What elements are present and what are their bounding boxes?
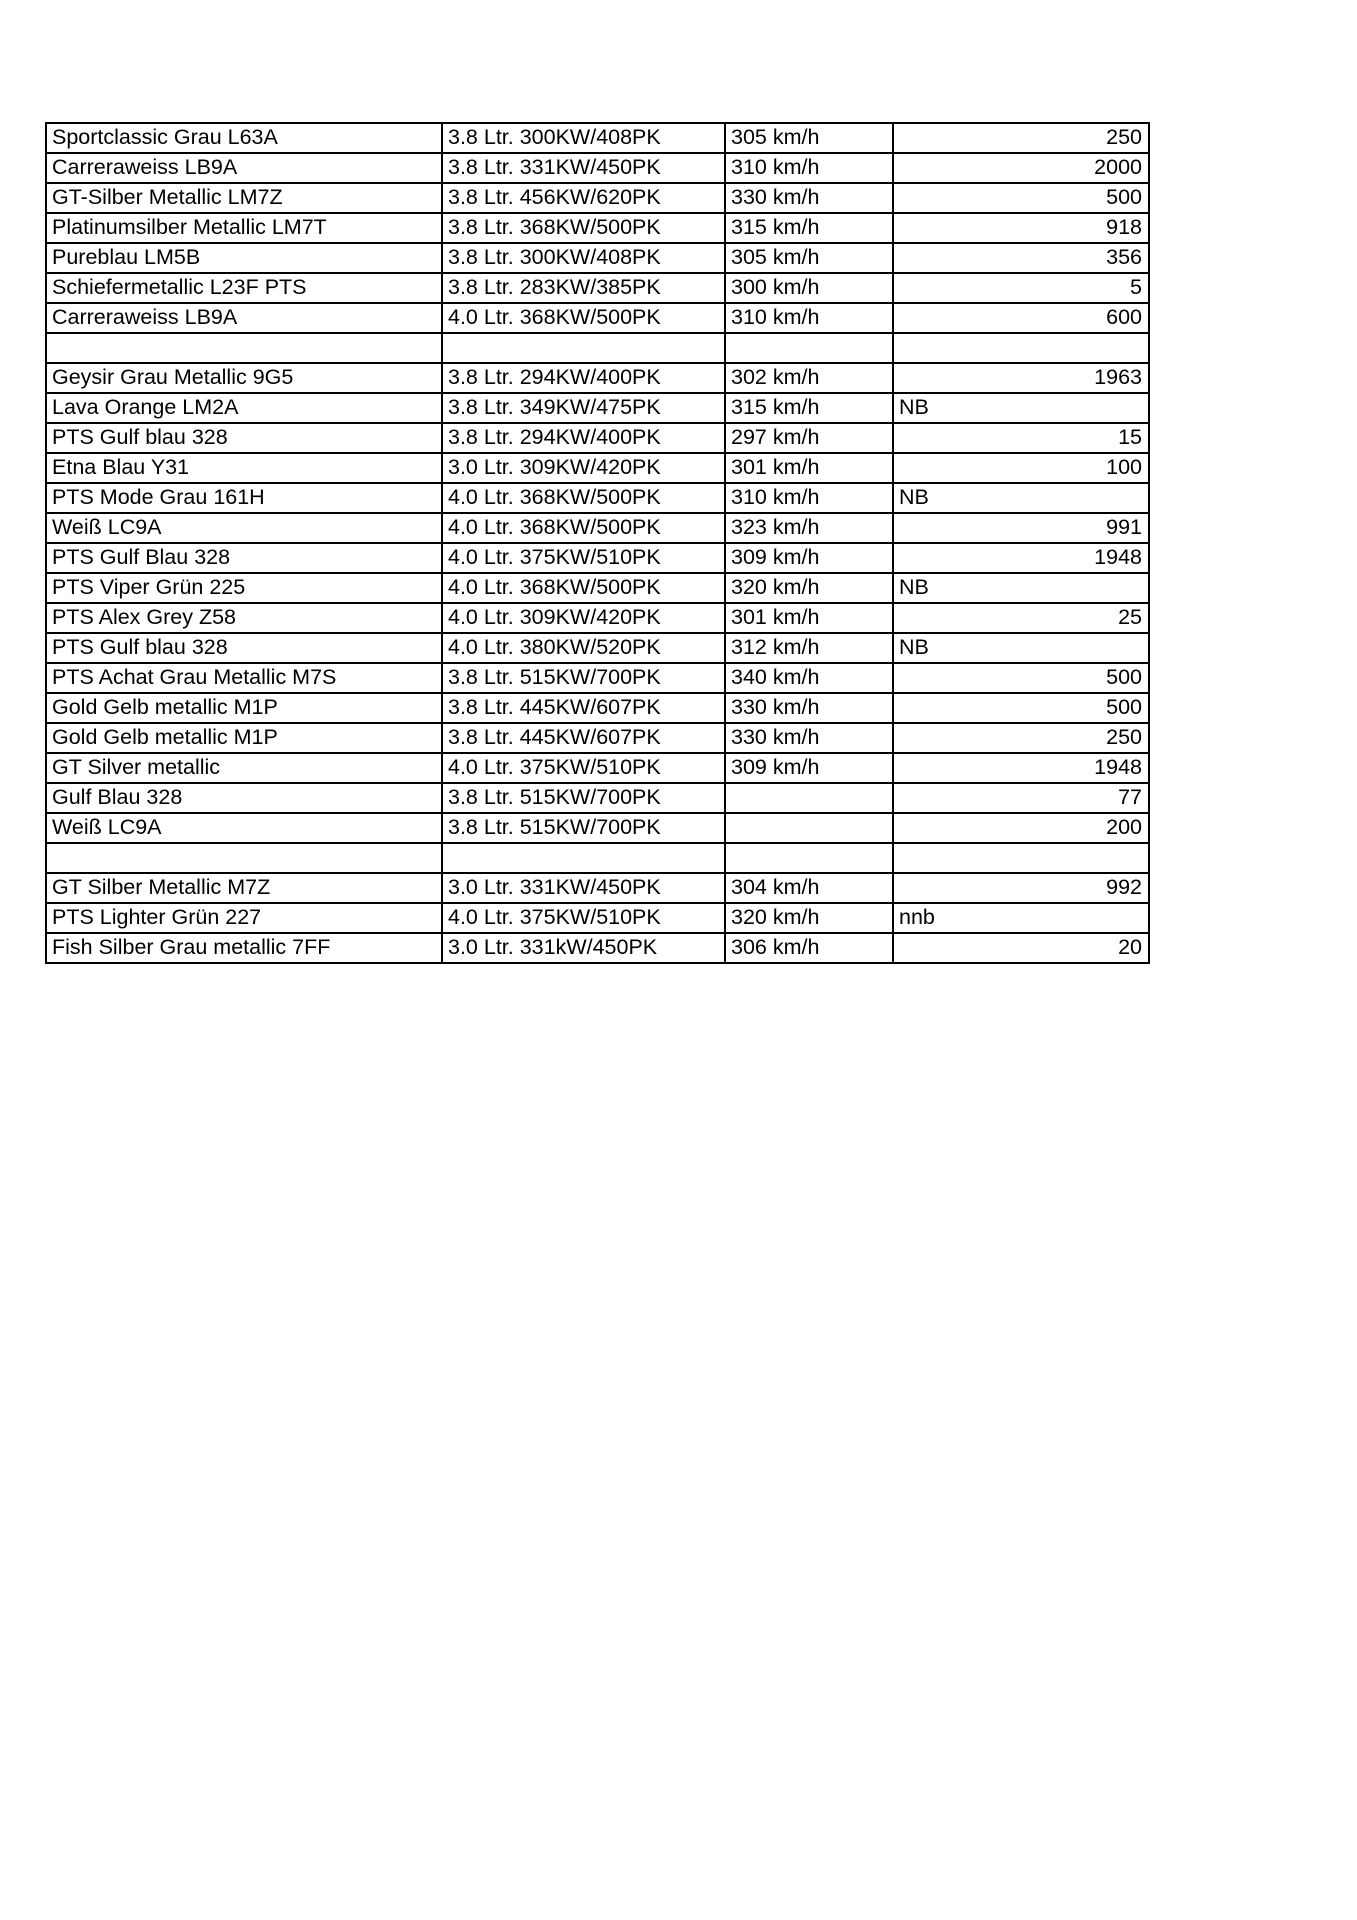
quantity-cell: 918 xyxy=(893,213,1149,243)
engine-cell: 3.8 Ltr. 445KW/607PK xyxy=(442,723,725,753)
top-speed-cell: 310 km/h xyxy=(725,153,893,183)
engine-cell: 3.0 Ltr. 331kW/450PK xyxy=(442,933,725,963)
quantity-cell: 356 xyxy=(893,243,1149,273)
spreadsheet-table xyxy=(45,122,1150,964)
table-row xyxy=(46,933,1149,963)
engine-cell: 3.0 Ltr. 309KW/420PK xyxy=(442,453,725,483)
color-name-cell: Platinumsilber Metallic LM7T xyxy=(46,213,442,243)
engine-cell: 3.8 Ltr. 331KW/450PK xyxy=(442,153,725,183)
table-row xyxy=(46,483,1149,513)
top-speed-cell: 310 km/h xyxy=(725,303,893,333)
engine-cell: 4.0 Ltr. 309KW/420PK xyxy=(442,603,725,633)
engine-cell: 3.8 Ltr. 515KW/700PK xyxy=(442,783,725,813)
engine-cell: 4.0 Ltr. 368KW/500PK xyxy=(442,303,725,333)
engine-cell: 3.0 Ltr. 331KW/450PK xyxy=(442,873,725,903)
color-name-cell: Weiß LC9A xyxy=(46,513,442,543)
spreadsheet-body xyxy=(46,123,1149,963)
engine-cell: 4.0 Ltr. 375KW/510PK xyxy=(442,753,725,783)
engine-cell: 3.8 Ltr. 294KW/400PK xyxy=(442,363,725,393)
top-speed-cell: 302 km/h xyxy=(725,363,893,393)
table-row xyxy=(46,423,1149,453)
quantity-cell: 991 xyxy=(893,513,1149,543)
color-name-cell: Etna Blau Y31 xyxy=(46,453,442,483)
quantity-cell: 1963 xyxy=(893,363,1149,393)
table-row xyxy=(46,153,1149,183)
quantity-cell xyxy=(893,333,1149,363)
table-row xyxy=(46,693,1149,723)
color-name-cell: PTS Viper Grün 225 xyxy=(46,573,442,603)
table-row xyxy=(46,813,1149,843)
color-name-cell: GT Silver metallic xyxy=(46,753,442,783)
engine-cell: 3.8 Ltr. 445KW/607PK xyxy=(442,693,725,723)
table-row xyxy=(46,393,1149,423)
engine-cell: 3.8 Ltr. 456KW/620PK xyxy=(442,183,725,213)
table-row xyxy=(46,303,1149,333)
color-name-cell xyxy=(46,333,442,363)
note-cell: NB xyxy=(893,483,1149,513)
top-speed-cell: 330 km/h xyxy=(725,183,893,213)
table-row xyxy=(46,573,1149,603)
color-name-cell: Gold Gelb metallic M1P xyxy=(46,693,442,723)
quantity-cell xyxy=(893,843,1149,873)
table-row xyxy=(46,123,1149,153)
table-row xyxy=(46,513,1149,543)
top-speed-cell: 310 km/h xyxy=(725,483,893,513)
table-row xyxy=(46,273,1149,303)
top-speed-cell: 323 km/h xyxy=(725,513,893,543)
top-speed-cell xyxy=(725,333,893,363)
top-speed-cell: 304 km/h xyxy=(725,873,893,903)
table-row xyxy=(46,783,1149,813)
table-row xyxy=(46,213,1149,243)
top-speed-cell: 301 km/h xyxy=(725,603,893,633)
color-name-cell: PTS Lighter Grün 227 xyxy=(46,903,442,933)
top-speed-cell: 330 km/h xyxy=(725,693,893,723)
top-speed-cell: 305 km/h xyxy=(725,123,893,153)
color-name-cell: PTS Gulf blau 328 xyxy=(46,633,442,663)
top-speed-cell xyxy=(725,813,893,843)
engine-cell: 4.0 Ltr. 375KW/510PK xyxy=(442,903,725,933)
table-row xyxy=(46,453,1149,483)
top-speed-cell: 309 km/h xyxy=(725,753,893,783)
empty-row xyxy=(46,843,1149,873)
color-name-cell: Weiß LC9A xyxy=(46,813,442,843)
top-speed-cell xyxy=(725,843,893,873)
engine-cell: 4.0 Ltr. 368KW/500PK xyxy=(442,513,725,543)
quantity-cell: 500 xyxy=(893,663,1149,693)
top-speed-cell: 320 km/h xyxy=(725,903,893,933)
top-speed-cell: 340 km/h xyxy=(725,663,893,693)
note-cell: NB xyxy=(893,393,1149,423)
engine-cell: 3.8 Ltr. 349KW/475PK xyxy=(442,393,725,423)
table-row xyxy=(46,603,1149,633)
quantity-cell: 500 xyxy=(893,693,1149,723)
color-name-cell: PTS Gulf Blau 328 xyxy=(46,543,442,573)
color-name-cell: PTS Alex Grey Z58 xyxy=(46,603,442,633)
quantity-cell: 77 xyxy=(893,783,1149,813)
color-name-cell: GT-Silber Metallic LM7Z xyxy=(46,183,442,213)
quantity-cell: 15 xyxy=(893,423,1149,453)
engine-cell: 4.0 Ltr. 380KW/520PK xyxy=(442,633,725,663)
engine-cell: 4.0 Ltr. 368KW/500PK xyxy=(442,573,725,603)
top-speed-cell: 300 km/h xyxy=(725,273,893,303)
engine-cell: 3.8 Ltr. 368KW/500PK xyxy=(442,213,725,243)
color-name-cell: Carreraweiss LB9A xyxy=(46,303,442,333)
table-row xyxy=(46,633,1149,663)
quantity-cell: 250 xyxy=(893,123,1149,153)
quantity-cell: 1948 xyxy=(893,753,1149,783)
table-row xyxy=(46,543,1149,573)
color-name-cell: Schiefermetallic L23F PTS xyxy=(46,273,442,303)
engine-cell xyxy=(442,843,725,873)
color-name-cell: Carreraweiss LB9A xyxy=(46,153,442,183)
color-name-cell: Fish Silber Grau metallic 7FF xyxy=(46,933,442,963)
color-name-cell: Pureblau LM5B xyxy=(46,243,442,273)
table-row xyxy=(46,663,1149,693)
top-speed-cell: 306 km/h xyxy=(725,933,893,963)
quantity-cell: 20 xyxy=(893,933,1149,963)
top-speed-cell xyxy=(725,783,893,813)
top-speed-cell: 309 km/h xyxy=(725,543,893,573)
engine-cell: 3.8 Ltr. 300KW/408PK xyxy=(442,243,725,273)
top-speed-cell: 297 km/h xyxy=(725,423,893,453)
color-name-cell: Gold Gelb metallic M1P xyxy=(46,723,442,753)
color-name-cell: PTS Achat Grau Metallic M7S xyxy=(46,663,442,693)
color-name-cell: GT Silber Metallic M7Z xyxy=(46,873,442,903)
color-name-cell: Lava Orange LM2A xyxy=(46,393,442,423)
color-name-cell xyxy=(46,843,442,873)
quantity-cell: 600 xyxy=(893,303,1149,333)
quantity-cell: 5 xyxy=(893,273,1149,303)
engine-cell: 4.0 Ltr. 368KW/500PK xyxy=(442,483,725,513)
engine-cell: 3.8 Ltr. 294KW/400PK xyxy=(442,423,725,453)
top-speed-cell: 315 km/h xyxy=(725,213,893,243)
quantity-cell: 200 xyxy=(893,813,1149,843)
color-name-cell: Gulf Blau 328 xyxy=(46,783,442,813)
table-row xyxy=(46,363,1149,393)
color-name-cell: PTS Mode Grau 161H xyxy=(46,483,442,513)
engine-cell xyxy=(442,333,725,363)
color-name-cell: PTS Gulf blau 328 xyxy=(46,423,442,453)
engine-cell: 3.8 Ltr. 515KW/700PK xyxy=(442,663,725,693)
engine-cell: 3.8 Ltr. 515KW/700PK xyxy=(442,813,725,843)
quantity-cell: 992 xyxy=(893,873,1149,903)
engine-cell: 4.0 Ltr. 375KW/510PK xyxy=(442,543,725,573)
engine-cell: 3.8 Ltr. 283KW/385PK xyxy=(442,273,725,303)
quantity-cell: 500 xyxy=(893,183,1149,213)
table-row xyxy=(46,873,1149,903)
table-row xyxy=(46,753,1149,783)
top-speed-cell: 312 km/h xyxy=(725,633,893,663)
top-speed-cell: 330 km/h xyxy=(725,723,893,753)
table-row xyxy=(46,903,1149,933)
quantity-cell: 1948 xyxy=(893,543,1149,573)
note-cell: NB xyxy=(893,633,1149,663)
table-row xyxy=(46,243,1149,273)
top-speed-cell: 320 km/h xyxy=(725,573,893,603)
quantity-cell: 25 xyxy=(893,603,1149,633)
engine-cell: 3.8 Ltr. 300KW/408PK xyxy=(442,123,725,153)
quantity-cell: 2000 xyxy=(893,153,1149,183)
empty-row xyxy=(46,333,1149,363)
quantity-cell: 100 xyxy=(893,453,1149,483)
note-cell: nnb xyxy=(893,903,1149,933)
note-cell: NB xyxy=(893,573,1149,603)
top-speed-cell: 315 km/h xyxy=(725,393,893,423)
color-name-cell: Sportclassic Grau L63A xyxy=(46,123,442,153)
top-speed-cell: 301 km/h xyxy=(725,453,893,483)
color-name-cell: Geysir Grau Metallic 9G5 xyxy=(46,363,442,393)
table-row xyxy=(46,723,1149,753)
quantity-cell: 250 xyxy=(893,723,1149,753)
top-speed-cell: 305 km/h xyxy=(725,243,893,273)
table-row xyxy=(46,183,1149,213)
